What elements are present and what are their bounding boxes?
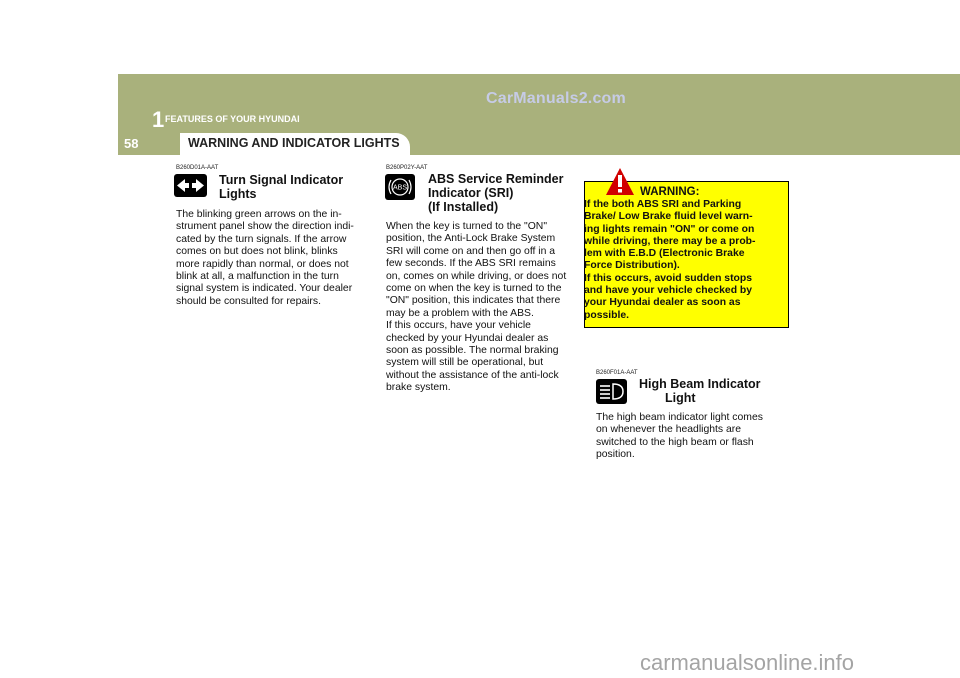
page-number: 58 [124,136,139,151]
abs-icon [385,174,415,200]
high-beam-heading: High Beam Indicator Light [639,377,761,405]
footer-watermark[interactable]: carmanualsonline.info [640,650,855,675]
abs-code: B260P02Y-AAT [386,165,428,171]
chapter-title: FEATURES OF YOUR HYUNDAI [165,114,300,124]
chapter-number: 1 [152,107,165,132]
abs-body: When the key is turned to the "ON" position, the Anti-Lock Brake System SRI will come on and then go off in a few seconds. If the ABS SRI remains on, comes on while driving, or does not come on when the key is turned to the "ON" position, this indicates that there may be a problem with the ABS. If this occurs, have your vehicle checked by your Hyundai dealer as soon as possible. The normal braking system will still be operational, but without the assistance of the anti-lock brake system. [386,221,567,394]
warning-exclamation-icon [605,167,635,202]
site-watermark[interactable]: CarManuals2.com [486,90,626,107]
turn-signal-code: B260D01A-AAT [176,165,219,171]
high-beam-code: B260F01A-AAT [596,370,638,376]
warning-text: If the both ABS SRI and Parking Brake/ Low Brake fluid level warn- ing lights remain "ON" or come on while driving, there may be a prob- lem with E.B.D (Electronic Brake Force Distribution). If this occurs, avoid sudden stops and have your vehicle checked by your Hyundai dealer as soon as possible. [584,199,756,321]
section-title: WARNING AND INDICATOR LIGHTS [188,136,400,150]
turn-signal-arrows-icon [174,174,207,197]
abs-heading: ABS Service Reminder Indicator (SRI) (If Installed) [428,172,564,214]
turn-signal-heading: Turn Signal Indicator Lights [219,173,344,201]
warning-title: WARNING: [640,186,700,198]
high-beam-icon [596,379,627,404]
high-beam-body: The high beam indicator light comes on whenever the headlights are switched to the high beam or flash position. [596,412,763,461]
abs-icon-label: ABS [392,184,408,192]
turn-signal-body: The blinking green arrows on the in- strument panel show the direction indi- cated by the turn signals. If the arrow comes on but does not blink, blinks more rapidly than normal, or does not blink at all, a malfunction in the turn signal system is indicated. Your dealer should be consulted for repairs. [176,209,354,307]
